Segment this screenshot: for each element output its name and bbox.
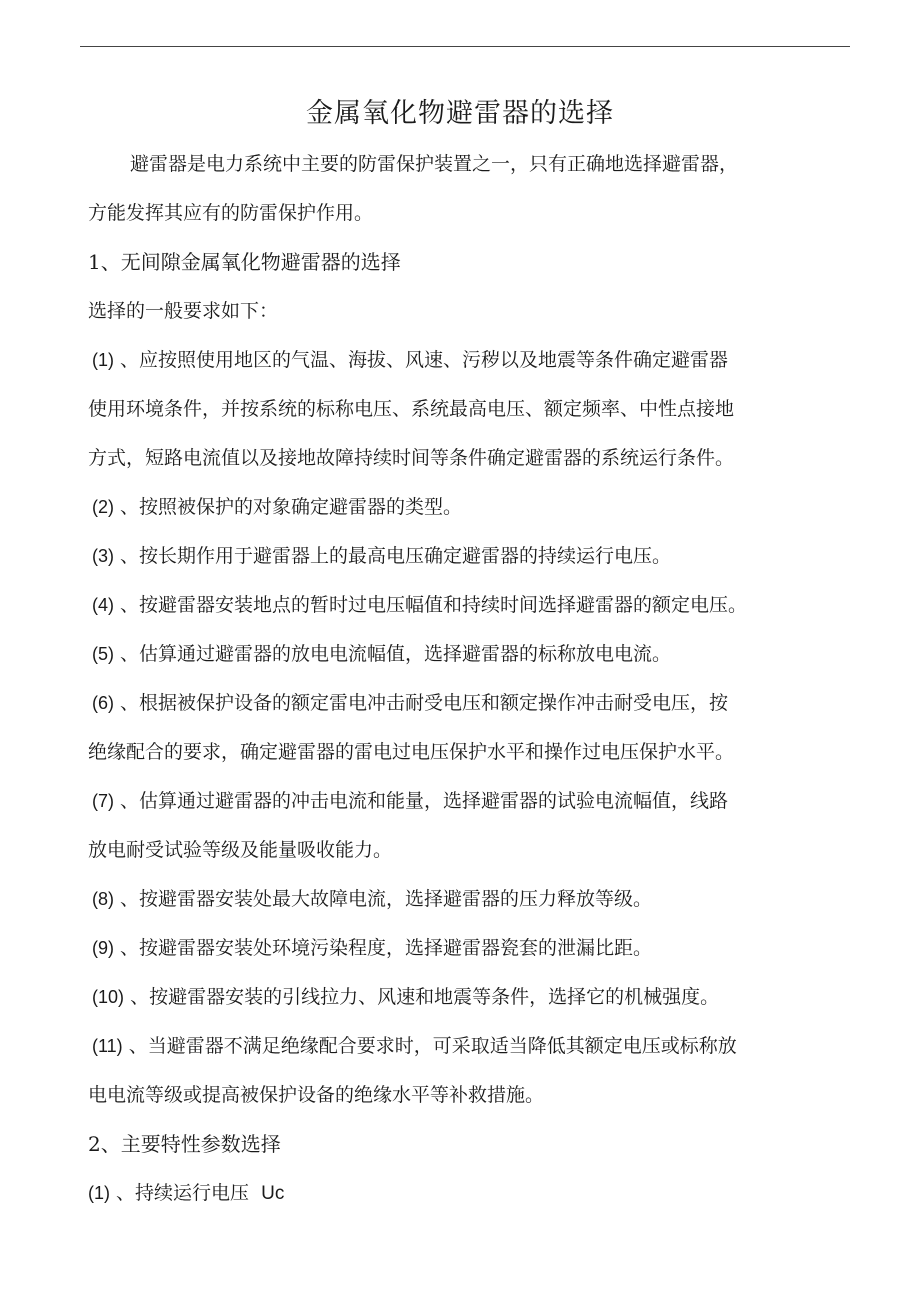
- item-text: 、按避雷器安装处最大故障电流，选择避雷器的压力释放等级。: [120, 888, 653, 910]
- item-text: 、当避雷器不满足绝缘配合要求时，可采取适当降低其额定电压或标称放: [128, 1035, 737, 1057]
- section-2-item-1: [88, 1179, 284, 1208]
- item-number: (9): [92, 938, 114, 958]
- list-item-3: [92, 542, 671, 570]
- item-number: (1): [92, 350, 114, 370]
- list-item-1-cont-2: 方式，短路电流值以及接地故障持续时间等条件确定避雷器的系统运行条件。: [88, 447, 735, 469]
- intro-line-1: 避雷器是电力系统中主要的防雷保护装置之一，只有正确地选择避雷器，: [130, 153, 739, 175]
- item-text: 、应按照使用地区的气温、海拔、风速、污秽以及地震等条件确定避雷器: [120, 349, 729, 371]
- list-item-9: [92, 934, 652, 962]
- item-number: (1): [88, 1183, 110, 1203]
- list-item-1-cont-1: 使用环境条件，并按系统的标称电压、系统最高电压、额定频率、中性点接地: [88, 398, 735, 420]
- item-text: 、按长期作用于避雷器上的最高电压确定避雷器的持续运行电压。: [120, 545, 672, 567]
- item-text: 、按避雷器安装的引线拉力、风速和地震等条件，选择它的机械强度。: [130, 986, 720, 1008]
- item-number: (3): [92, 546, 114, 566]
- list-item-11-cont-1: 电电流等级或提高被保护设备的绝缘水平等补救措施。: [88, 1084, 545, 1106]
- list-item-2: [92, 493, 462, 521]
- item-text: 、估算通过避雷器的放电电流幅值，选择避雷器的标称放电电流。: [120, 643, 672, 665]
- item-number: (4): [92, 595, 114, 615]
- list-item-7-cont-1: 放电耐受试验等级及能量吸收能力。: [88, 839, 393, 861]
- list-item-10: [92, 983, 719, 1011]
- list-item-4: [92, 591, 747, 619]
- list-item-7: [92, 787, 728, 815]
- item-text: 、按照被保护的对象确定避雷器的类型。: [120, 496, 463, 518]
- intro-line-2: 方能发挥其应有的防雷保护作用。: [88, 202, 374, 224]
- item-text: 、按避雷器安装地点的暂时过电压幅值和持续时间选择避雷器的额定电压。: [120, 594, 748, 616]
- item-number: (2): [92, 497, 114, 517]
- item-text: 、按避雷器安装处环境污染程度，选择避雷器瓷套的泄漏比距。: [120, 937, 653, 959]
- item-number: (7): [92, 791, 114, 811]
- item-text: 、根据被保护设备的额定雷电冲击耐受电压和额定操作冲击耐受电压，按: [120, 692, 729, 714]
- list-item-8: [92, 885, 652, 913]
- list-item-6-cont-1: 绝缘配合的要求，确定避雷器的雷电过电压保护水平和操作过电压保护水平。: [88, 741, 735, 763]
- item-number: (11): [92, 1036, 123, 1056]
- list-item-6: [92, 689, 728, 717]
- item-number: (8): [92, 889, 114, 909]
- item-number: (10): [92, 987, 125, 1007]
- item-number: (5): [92, 644, 114, 664]
- item-number: (6): [92, 693, 114, 713]
- list-item-1: [92, 346, 728, 374]
- item-text: 、估算通过避雷器的冲击电流和能量，选择避雷器的试验电流幅值，线路: [120, 790, 729, 812]
- item-text: 、持续运行电压: [116, 1182, 250, 1204]
- list-item-11: [92, 1032, 737, 1060]
- section-1-lead: 选择的一般要求如下：: [88, 300, 279, 322]
- section-1-heading: 1、无间隙金属氧化物避雷器的选择: [88, 250, 401, 274]
- section-2-heading: 2、主要特性参数选择: [88, 1132, 281, 1156]
- list-item-5: [92, 640, 671, 668]
- header-rule: [80, 46, 850, 47]
- page-title: 金属氧化物避雷器的选择: [306, 98, 614, 129]
- voltage-symbol: Uc: [261, 1183, 285, 1204]
